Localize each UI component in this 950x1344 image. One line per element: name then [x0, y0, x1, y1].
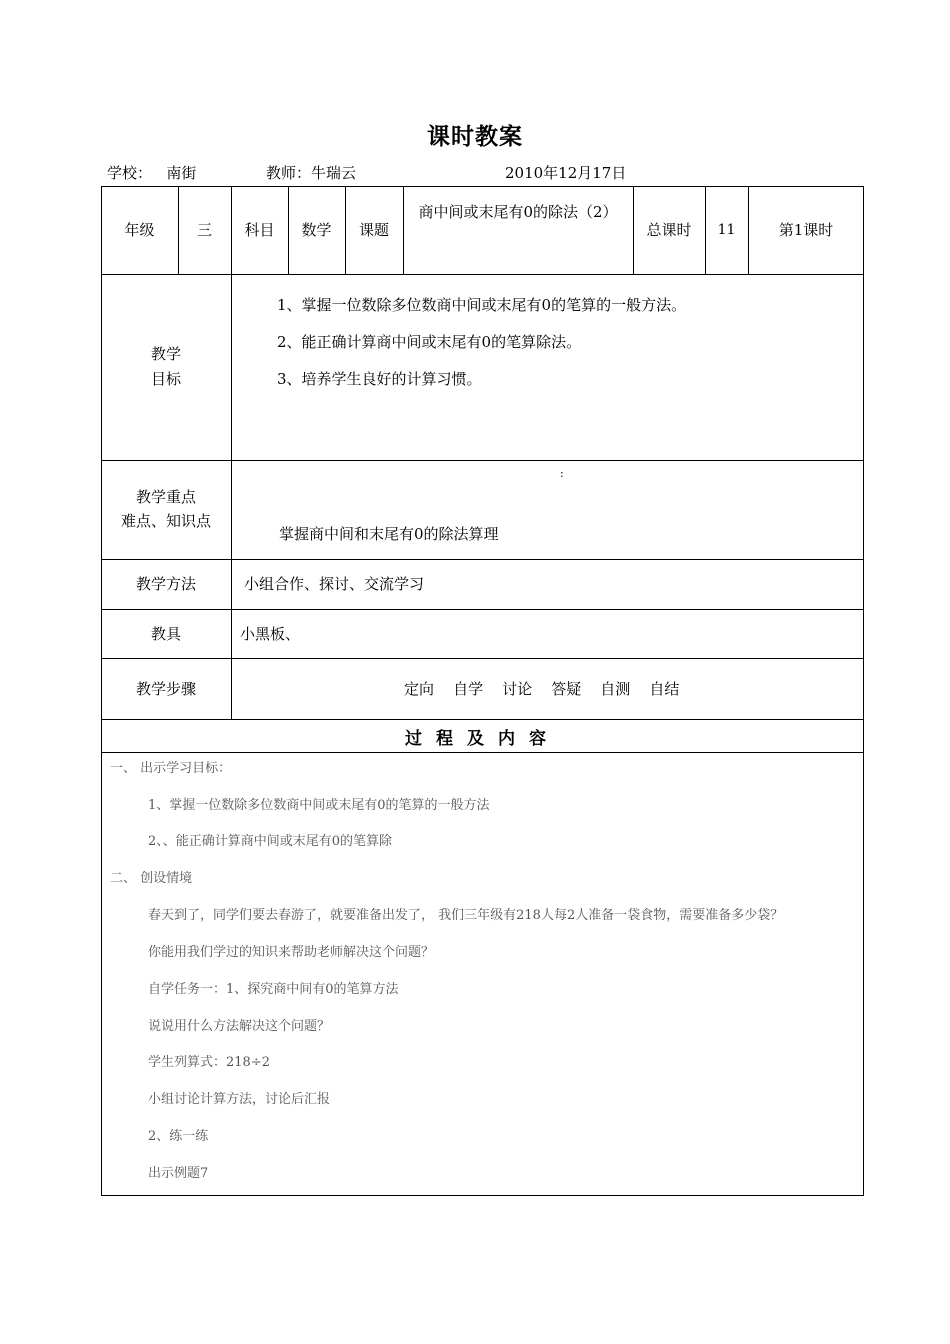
subject-value: 数学: [301, 221, 332, 239]
goals-label-line1: 教学: [150, 345, 181, 363]
process-line: 春天到了，同学们要去春游了，就要准备出发了， 我们三年级有218人每2人准备一袋食物，需要准备多少袋？: [148, 908, 784, 923]
process-line: 你能用我们学过的知识来帮助老师解决这个问题？: [148, 945, 435, 960]
teacher-name: 牛瑞云: [311, 164, 357, 182]
tools-label: 教具: [150, 624, 181, 643]
process-line: 学生列算式：218÷2: [148, 1055, 270, 1070]
total-periods-value: 11: [717, 222, 736, 238]
teacher-label: 教师：: [266, 164, 312, 182]
method-label: 教学方法: [135, 575, 196, 593]
process-line: 出示例题7: [148, 1166, 209, 1181]
goals-label-line2: 目标: [150, 370, 181, 388]
teacher-info: [266, 162, 356, 183]
period-number: 第1课时: [778, 221, 834, 239]
steps-content: 定向 自学 讨论 答疑 自测 自结: [404, 680, 680, 698]
process-line: 说说用什么方法解决这个问题？: [148, 1019, 331, 1034]
col-divider: [403, 186, 404, 274]
topic-value: 商中间或末尾有0的除法（2）: [418, 203, 618, 221]
grade-label: 年级: [124, 221, 155, 239]
steps-label: 教学步骤: [135, 679, 196, 698]
school-name: 南街: [166, 164, 197, 182]
process-line: 二、 创设情境: [110, 871, 193, 886]
keypoints-label-line1: 教学重点: [135, 488, 196, 506]
goal-item: 2、能正确计算商中间或末尾有0的笔算除法。: [277, 333, 582, 351]
process-line: 2、练一练: [148, 1129, 209, 1144]
goal-item: 3、培养学生良好的计算习惯。: [277, 370, 482, 388]
process-line: 一、 出示学习目标：: [110, 761, 232, 776]
row-divider: [101, 274, 864, 275]
keypoints-mark: :: [560, 467, 564, 480]
grade-value: 三: [196, 221, 212, 239]
page-title: 课时教案: [427, 124, 523, 150]
total-periods-label: 总课时: [646, 221, 692, 239]
row-divider: [101, 460, 864, 461]
process-heading: 过程及内容: [405, 729, 560, 749]
subject-label: 科目: [244, 221, 275, 239]
process-line: 自学任务一：1、探究商中间有0的笔算方法: [148, 982, 399, 997]
process-line: 1、掌握一位数除多位数商中间或末尾有0的笔算的一般方法: [148, 798, 490, 813]
process-line: 2、、能正确计算商中间或末尾有0的笔算除: [148, 834, 393, 849]
school-info: [107, 162, 196, 183]
goal-item: 1、掌握一位数除多位数商中间或末尾有0的笔算的一般方法。: [277, 296, 687, 314]
school-label: 学校：: [107, 164, 153, 182]
topic-label: 课题: [358, 221, 389, 239]
date: 2010年12月17日: [505, 164, 627, 182]
keypoints-content: 掌握商中间和末尾有0的除法算理: [279, 525, 499, 543]
tools-content: 小黑板、: [240, 625, 301, 643]
keypoints-label-line2: 难点、知识点: [120, 512, 211, 530]
method-content: 小组合作、探讨、交流学习: [244, 575, 425, 593]
process-line: 小组讨论计算方法，讨论后汇报: [148, 1092, 331, 1107]
